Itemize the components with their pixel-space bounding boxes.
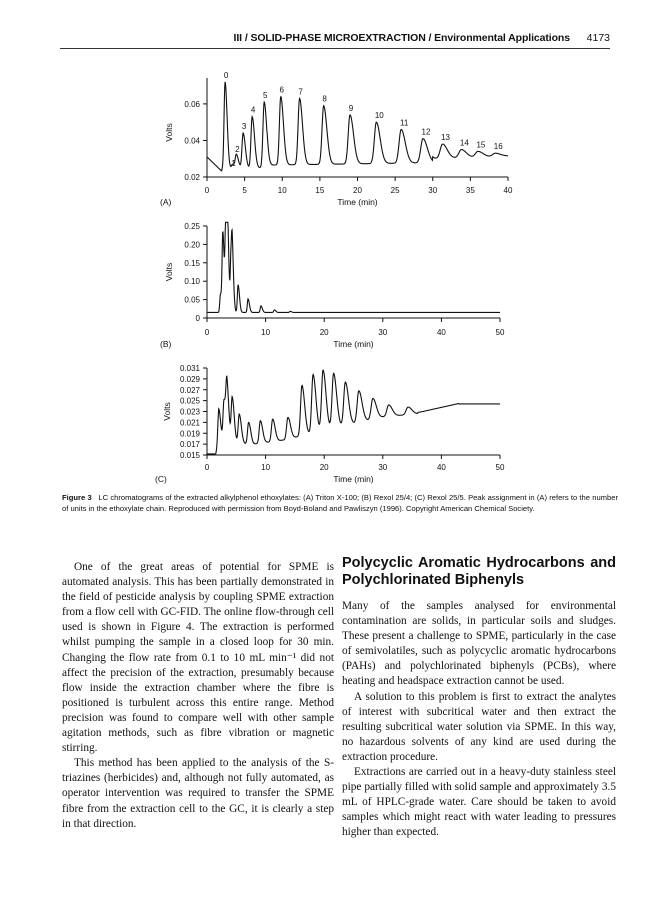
y-tick-label: 0 [195, 314, 200, 323]
x-tick-label: 20 [319, 463, 329, 472]
figure-3 [150, 60, 530, 490]
x-tick-label: 35 [465, 186, 475, 195]
x-axis-label: Time (min) [337, 197, 378, 207]
chromatogram-trace [207, 370, 500, 454]
peak-label: 15 [476, 140, 486, 150]
x-tick-label: 20 [353, 186, 362, 195]
x-tick-label: 20 [319, 328, 329, 337]
y-tick-label: 0.031 [179, 364, 200, 373]
running-title: III / SOLID-PHASE MICROEXTRACTION / Environmental Applications [233, 32, 570, 44]
paragraph: Extractions are carried out in a heavy-duty stainless steel pipe partially filled with solid sample and approximately 3.5 mL of HPLC-grade water. Care should be taken to avoid samples which might react with water leading to pressures higher than expected. [342, 766, 616, 839]
panel-label: (A) [160, 197, 172, 207]
y-tick-label: 0.019 [179, 429, 200, 439]
left-column [62, 560, 334, 832]
x-tick-label: 10 [261, 328, 271, 337]
peak-label: 5 [262, 91, 268, 101]
x-tick-label: 30 [428, 186, 438, 195]
peak-label: 10 [374, 111, 384, 121]
x-tick-label: 50 [495, 328, 505, 337]
panel-label: (C) [155, 474, 167, 484]
y-tick-label: 0.015 [179, 451, 200, 460]
panel-label: (B) [160, 339, 172, 349]
peak-label: 0 [223, 70, 229, 80]
y-tick-label: 0.023 [179, 407, 200, 417]
y-tick-label: 0.021 [179, 418, 200, 428]
peak-label: 8 [322, 94, 327, 104]
x-tick-label: 30 [378, 463, 388, 472]
peak-label: 6 [279, 85, 284, 95]
x-axis-label: Time (min) [333, 474, 374, 484]
y-axis-label: Volts [164, 262, 174, 282]
page-number: 4173 [586, 32, 610, 44]
peak-label: 11 [399, 118, 409, 128]
y-axis-label: Volts [164, 123, 174, 142]
y-tick-label: 0.15 [184, 258, 200, 268]
x-tick-label: 40 [503, 186, 513, 195]
peak-label: 9 [348, 103, 354, 113]
figure-caption [62, 492, 618, 514]
chromatogram-figure [150, 60, 530, 490]
y-tick-label: 0.027 [179, 385, 200, 395]
y-tick-label: 0.20 [184, 240, 200, 250]
x-tick-label: 10 [261, 463, 271, 472]
caption-text: LC chromatograms of the extracted alkylphenol ethoxylates: (A) Triton X-100; (B) Rexol 25/4; (C) Rexol 25/5. Peak assignment in (A) refers to the number of units in the ethoxylate chain. Reproduced with permission from Boyd-Boland and Pawliszyn (1996). Copyright American Chemical Society. [62, 493, 618, 513]
figure-label: Figure 3 [62, 493, 92, 502]
right-column [342, 555, 616, 841]
peak-label: 14 [459, 138, 469, 148]
x-axis-label: Time (min) [333, 339, 374, 349]
y-tick-label: 0.04 [184, 136, 200, 146]
y-axis-label: Volts [162, 402, 172, 421]
y-tick-label: 0.06 [184, 99, 200, 109]
x-tick-label: 15 [315, 186, 325, 195]
y-tick-label: 0.02 [184, 173, 200, 182]
x-tick-label: 0 [204, 186, 210, 195]
peak-label: 1 [231, 159, 236, 169]
paragraph: This method has been applied to the analysis of the S-triazines (herbicides) and, although not fully automated, as operator intervention was required to transfer the SPME fibre from the extraction cell to the GC, it is clearly a step in that direction. [62, 757, 334, 830]
y-tick-label: 0.025 [179, 396, 200, 406]
paragraph: A solution to this problem is first to extract the analytes of interest with subcritical water and then extract the resulting subcritical water solution via SPME. In this way, no hazardous solvents of any kind are used during the extraction procedure. [342, 690, 616, 763]
x-tick-label: 0 [204, 463, 210, 472]
peak-label: 13 [441, 133, 450, 143]
chromatogram-trace [207, 222, 500, 312]
peak-label: 2 [235, 145, 240, 155]
peak-label: 16 [493, 142, 503, 152]
y-tick-label: 0.25 [184, 222, 200, 231]
x-tick-label: 50 [495, 463, 505, 472]
peak-label: 7 [298, 87, 303, 97]
chromatogram-trace [207, 82, 508, 171]
x-tick-label: 0 [204, 328, 210, 337]
peak-label: 12 [421, 127, 431, 137]
y-tick-label: 0.029 [179, 374, 200, 384]
x-tick-label: 5 [242, 186, 247, 195]
x-tick-label: 10 [277, 186, 287, 195]
section-title: Polycyclic Aromatic Hydrocarbons and Polychlorinated Biphenyls [342, 555, 616, 588]
peak-label: 3 [241, 122, 247, 132]
x-tick-label: 40 [436, 463, 446, 472]
y-tick-label: 0.10 [184, 277, 200, 287]
x-tick-label: 25 [390, 186, 400, 195]
y-tick-label: 0.05 [184, 295, 200, 305]
y-tick-label: 0.017 [179, 440, 200, 450]
x-tick-label: 30 [378, 328, 388, 337]
x-tick-label: 40 [436, 328, 446, 337]
running-header [60, 30, 610, 49]
peak-label: 4 [250, 105, 256, 115]
paragraph: One of the great areas of potential for SPME is automated analysis. This has been partially demonstrated in the field of pesticide analysis by coupling SPME extraction from a flow cell with GC-FID. The online flow-through cell used is shown in Figure 4. The extraction is performed whilst pumping the sample in a closed loop for 30 min. Changing the flow rate from 0.1 to 10 mL min⁻¹ did not affect the precision of the extraction, presumably because flow inside the extraction chamber where the fibre is positioned is turbulent across this entire range. Method precision was found to compare well with other sample agitation methods, such as fibre vibration or magnetic stirring. [62, 561, 334, 755]
paragraph: Many of the samples analysed for environmental contamination are solids, in particular soils and sludges. These present a challenge to SPME, particularly in the case of semivolatiles, such as polycyclic aromatic hydrocarbons (PAHs) and polychlorinated biphenyls (PCBs), where heating and headspace extraction cannot be used. [342, 600, 616, 688]
